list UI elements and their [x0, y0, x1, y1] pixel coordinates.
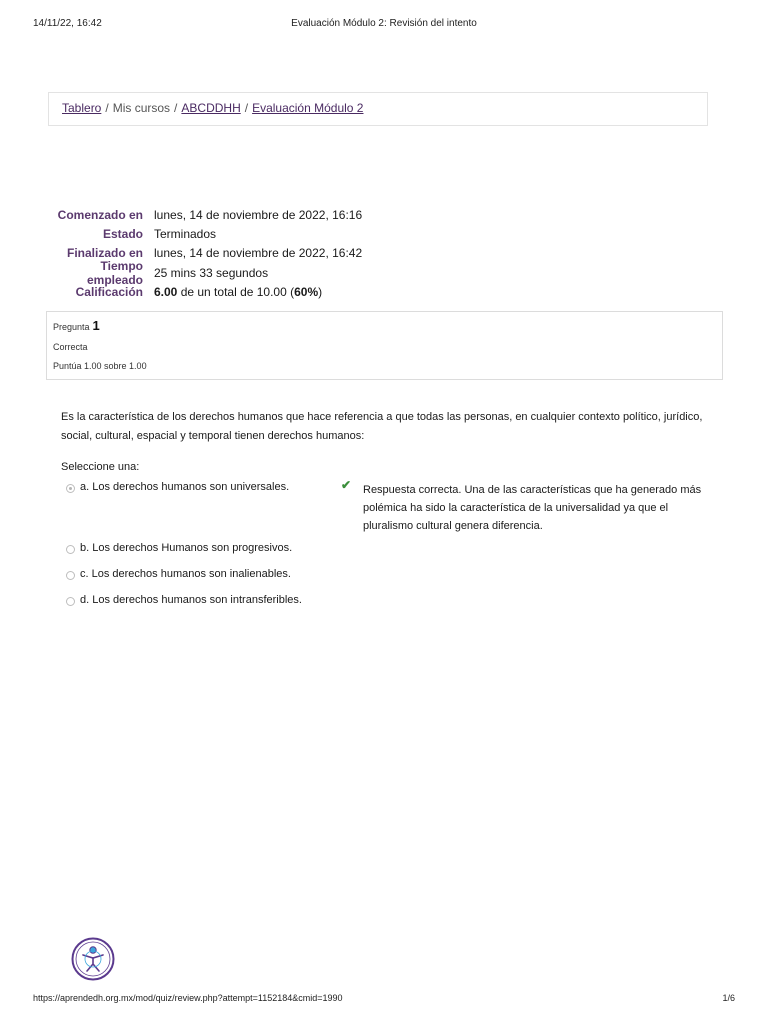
question-state: Correcta — [53, 342, 88, 352]
grade-mid: de un total de 10.00 ( — [177, 284, 295, 299]
print-date: 14/11/22, 16:42 — [33, 18, 102, 29]
breadcrumb-mis-cursos: Mis cursos — [112, 101, 171, 115]
summary-value: lunes, 14 de noviembre de 2022, 16:42 — [154, 246, 363, 261]
answer-label: c. Los derechos humanos son inalienables. — [80, 568, 291, 580]
question-grade: Puntúa 1.00 sobre 1.00 — [53, 361, 147, 371]
answer-label: d. Los derechos humanos son intransferibles. — [80, 594, 302, 606]
summary-label: Estado — [102, 226, 143, 241]
breadcrumb-quiz-link[interactable]: Evaluación Módulo 2 — [252, 101, 364, 115]
summary-label: Finalizado en — [66, 246, 143, 261]
answer-option-d[interactable] — [66, 594, 302, 606]
summary-row-time-taken — [48, 258, 362, 287]
summary-value: lunes, 14 de noviembre de 2022, 16:16 — [154, 207, 363, 222]
answer-label: b. Los derechos Humanos son progresivos. — [80, 542, 293, 554]
question-info-box — [46, 311, 723, 380]
accessibility-logo-icon — [71, 937, 115, 981]
summary-row-state — [48, 224, 362, 243]
page-number: 1/6 — [722, 993, 735, 1003]
breadcrumb-separator: / — [105, 101, 109, 115]
radio-button[interactable] — [66, 597, 75, 606]
question-number — [53, 318, 716, 333]
radio-button[interactable] — [66, 571, 75, 580]
grade-end: ) — [318, 284, 323, 299]
summary-row-started — [48, 205, 362, 224]
answer-label: a. Los derechos humanos son universales. — [80, 481, 290, 493]
radio-button-selected[interactable] — [66, 484, 75, 493]
print-title: Evaluación Módulo 2: Revisión del intento — [291, 18, 477, 29]
breadcrumb-course-link[interactable]: ABCDDHH — [181, 101, 241, 115]
question-prefix: Pregunta — [53, 322, 90, 332]
answer-prompt: Seleccione una: — [61, 461, 140, 473]
question-text: Es la característica de los derechos humanos que hace referencia a que todas las personas, en cualquier contexto político, jurídico, social, cultural, espacial y temporal tienen derechos humanos: — [61, 411, 703, 442]
radio-button[interactable] — [66, 545, 75, 554]
grade-percent: 60% — [294, 284, 319, 299]
summary-value: 25 mins 33 segundos — [154, 265, 269, 280]
grade-score: 6.00 — [154, 284, 178, 299]
breadcrumb-separator: / — [244, 101, 249, 115]
check-icon: ✔ — [341, 478, 352, 492]
breadcrumb-tablero-link[interactable]: Tablero — [62, 101, 102, 115]
question-number-value: 1 — [92, 318, 100, 333]
summary-label: Tiempo empleado — [86, 258, 143, 287]
summary-row-grade — [48, 282, 362, 301]
breadcrumb-separator: / — [174, 101, 178, 115]
page-url: https://aprendedh.org.mx/mod/quiz/review.php?attempt=1152184&cmid=1990 — [33, 993, 343, 1003]
answer-option-b[interactable] — [66, 542, 292, 554]
summary-label: Comenzado en — [57, 207, 143, 222]
print-header — [33, 18, 735, 32]
answer-feedback: Respuesta correcta. Una de las características que ha generado más polémica ha sido la característica de la universalidad ya que el pluralismo cultural genera diferencia. — [363, 484, 702, 532]
attempt-summary-table — [48, 205, 362, 301]
summary-value: Terminados — [154, 226, 217, 241]
grade-value — [154, 285, 322, 299]
answer-option-c[interactable] — [66, 568, 291, 580]
breadcrumb — [48, 92, 708, 126]
summary-label: Calificación — [75, 284, 143, 299]
answer-option-a[interactable] — [66, 481, 289, 493]
